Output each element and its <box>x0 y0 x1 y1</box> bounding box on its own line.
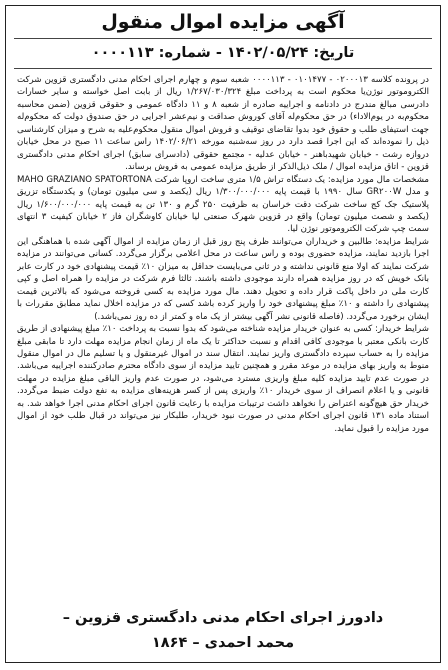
paragraph-auction-terms: شرایط مزایده: طالبین و خریداران می‌توانند ظرف پنج روز قبل از زمان مزایده از اموال آگهی شده با هماهنگی این اجرا بازدید نمایند، مزایده حضوری بوده و راس ساعت در محل اعلامی برگزار می‌گردد. کسانی می‌توانند در مزایده شرکت نمایند که اولا منع قانونی نداشته و در ثانی می‌بایست حداقل به میزان ۱۰٪ قیمت پیشنهادی خود در کارت عابر بانک خویش که در روز مزایده همراه دارند موجودی داشته باشند. ثالثا فرم شرکت در مزایده را همراه اصل و کپی کارت ملی در داخل پاکت قرار داده و تحویل دهند. مال مورد مزایده به کسی فروخته می‌شود که بالاترین قیمت پیشنهادی را داشته و ۱۰٪ مبلغ پیشنهادی خود را واریز کرده باشد کسی که در مزایده اخلال نماید مطابق مقررات با ایشان برخورد می‌گردد. (فاصله قانونی نشر آگهی بیشتر از یک ماه و کمتر از ده روز نمی‌باشد.) <box>17 236 429 322</box>
paragraph-buyer-terms: شرایط خریدار: کسی به عنوان خریدار مزایده شناخته می‌شود که بدوا نسبت به پرداخت ۱۰٪ مبلغ پیشنهادی از طریق کارت بانکی معتبر با موجودی کافی اقدام و نسبت حداکثر تا یک ماه از زمان انجام مزایده مهلت دارد تا مابقی مبلغ مزایده را به حساب سپرده دادگستری واریز نمایند. انتقال سند در اموال غیرمنقول و یا تسلیم مال در اموال منقول منوط به واریز بهای مزایده در موعد مقرر و همچنین تایید مزایده از سوی دادگاه محترم صادرکننده اجراییه می‌باشد. در صورت عدم تایید مزایده کلیه مبلغ واریزی مسترد می‌شود، در صورت عدم واریز الباقی مبلغ مزایده در مهلت قانونی و یا اعلام انصراف از سوی خریدار ۱۰٪ واریزی پس از کسر هزینه‌های مزایده به نفع دولت ضبط می‌گردد. خریدار حق هیچ‌گونه اعتراض را نخواهد داشت ترتیبات مزایده با رعایت قانون اجرای احکام مدنی اجرا خواهد شد. به استناد ماده ۱۳۱ قانون اجرای احکام مدنی در صورت نبود خریدار، طلبکار نیز می‌تواند در قبال طلب خود از اموال مورد مزایده را قبول نماید. <box>17 324 429 434</box>
signature-office: دادورز اجرای احکام مدنی دادگستری قزوین – <box>62 610 384 626</box>
paragraph-item-specs: مشخصات مال مورد مزایده: یک دستگاه تراش ۱/۵ متری ساخت اروپا شرکت MAHO GRAZIANO SPATORTONA و مدل GR۲۰۰W سال ۱۹۹۰ با قیمت پایه ۱/۳۰۰/۰۰۰/۰۰۰ ریال (یکصد و سی میلیون تومان) و یکدستگاه تزریق پلاستیک جک کج ساخت شرکت دقت خراسان به ظرفیت ۲۵۰ گرم و ۱۳۰ تن به قیمت پایه ۱/۶۰۰/۰۰۰/۰۰۰ ریال (یکصد و شصت میلیون تومان) واقع در قزوین شهرک صنعتی لیا خیابان کاوشگران فاز ۲ خیابان کیفیت ۳ انتهای سمت چپ شرکت الکتروموتور نوژن لیا. <box>17 174 429 235</box>
notice-date-number: تاریخ: ۱۴۰۲/۰۵/۲۴ - شماره: ۰۰۰۰۱۱۳ <box>91 45 355 61</box>
subtitle-divider <box>14 68 432 69</box>
notice-frame <box>5 5 441 663</box>
notice-title: آگهی مزایده اموال منقول <box>101 11 345 33</box>
notice-body <box>17 74 429 602</box>
signature-name: محمد احمدی – ۱۸۶۴ <box>151 635 295 651</box>
paragraph-case-details: در پرونده کلاسه ۰۲۰۰۰۱۳ - ۰۱۰۱۴۷۷ - ۰۰۰۰۱۱۳ شعبه سوم و چهارم اجرای احکام مدنی دادگستری قزوین شرکت الکتروموتور نوژن‌یا محکوم است به پرداخت مبلغ ۱/۲۶۷/۰۳۰/۳۲۴ ریال از بابت اصل خواسته و سایر خسارات دادرسی مبالغ مندرج در دادنامه و اجراییه صادره از شعبه ۸ و ۱۱ دادگاه عمومی و حقوقی قزوین (ضمن محاسبه محکوم‌به در یوم‌الاداء) در حق محکوم‌له آقای کوروش صداقت و نیم‌عشر اجرایی در حق صندوق دولت که محکوم‌له جهت استیفای طلب و حقوق خود بدوا تقاضای توقیف و فروش اموال منقول محکوم‌علیه به شرح و میزان کارشناسی ذیل را نموده‌اند که این اجرا قصد دارد در روز سه‌شنبه مورخه ۱۴۰۲/۰۶/۲۱ راس ساعت ۱۱ صبح در محل خیابان دروازه رشت - خیابان شهیدباهنر - خیابان عدلیه - مجتمع حقوقی (دادسرای سابق) اجرای احکام مدنی دادگستری قزوین - اتاق مزایده اموال / ملک ذیل‌الذکر از طریق مزایده عمومی به فروش برساند. <box>17 75 429 173</box>
title-divider <box>14 38 432 39</box>
